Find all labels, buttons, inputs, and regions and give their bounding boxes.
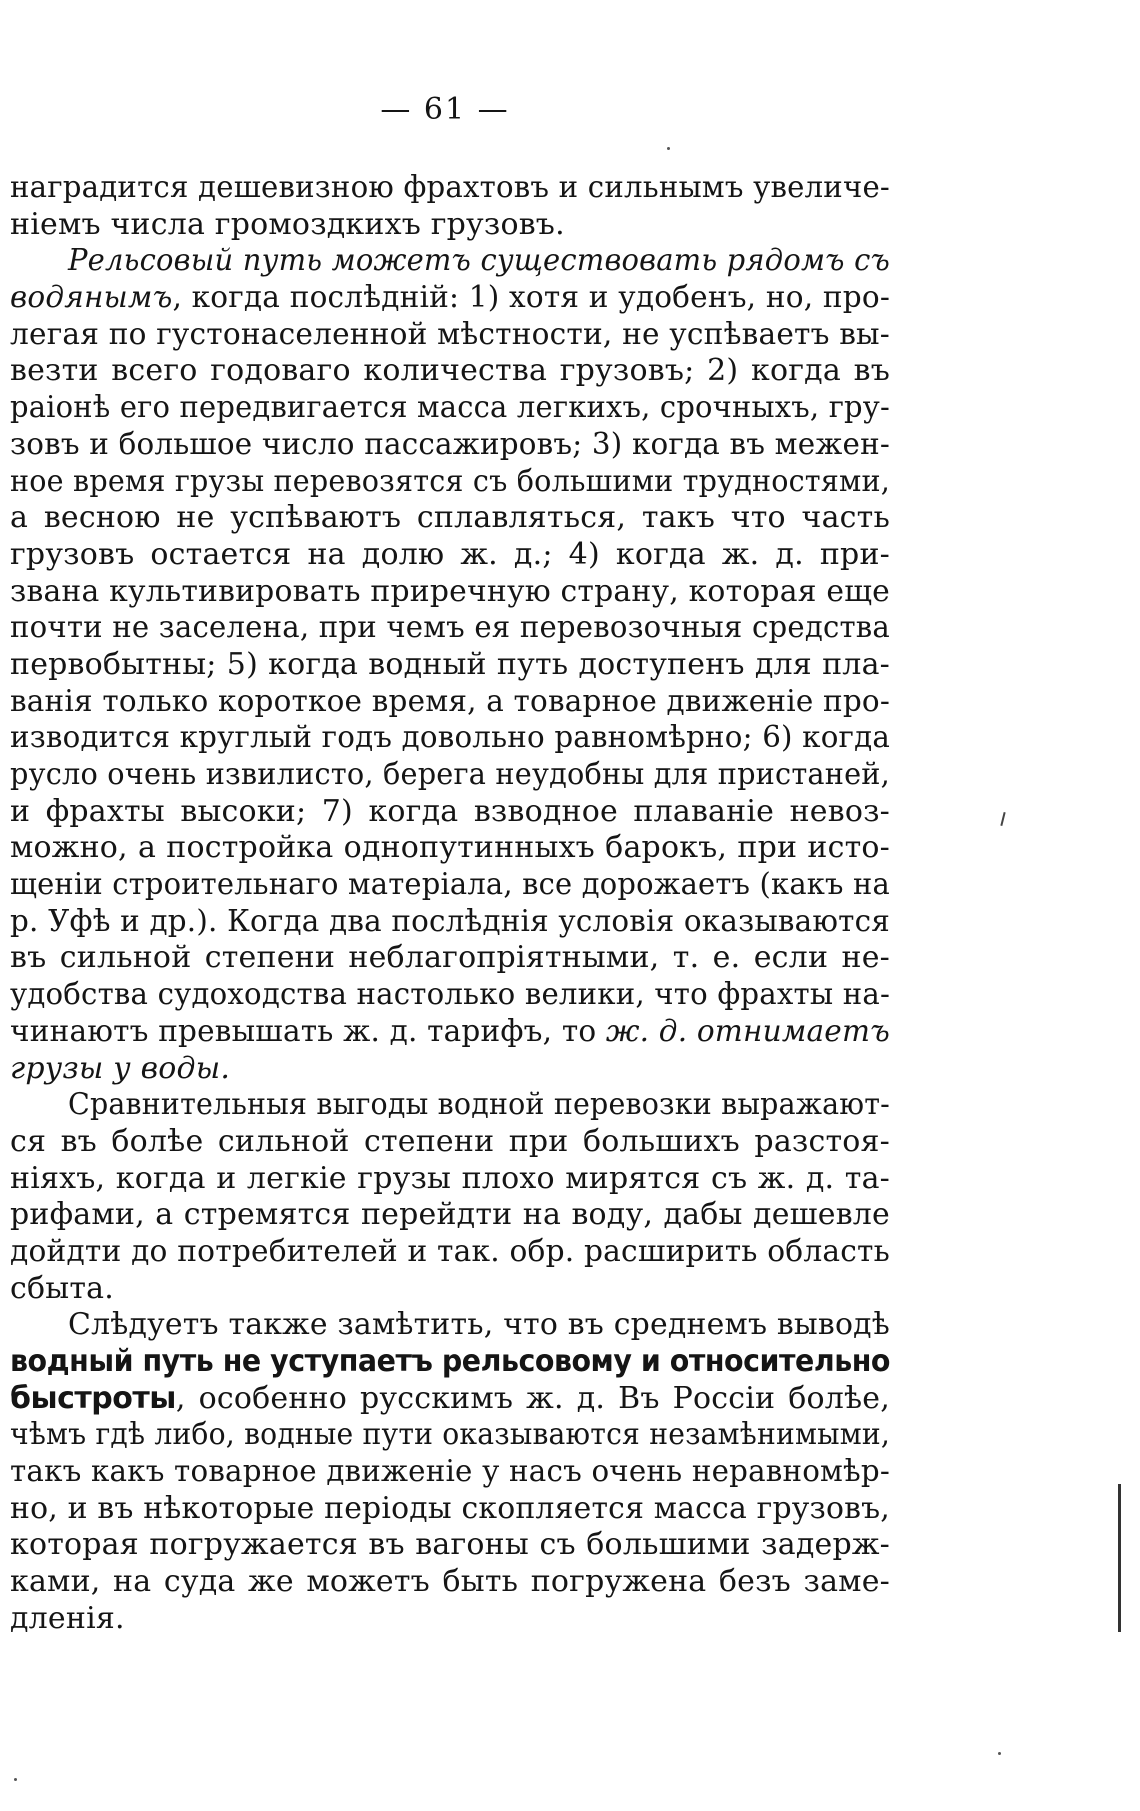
text-line	[10, 1087, 890, 1124]
page-number: — 61 —	[380, 92, 510, 127]
text-line	[10, 1381, 890, 1418]
text-run: ніемъ числа громоздкихъ грузовъ.	[10, 206, 565, 242]
text-run: которая погружается въ вагоны съ большими задерж-	[10, 1527, 890, 1563]
margin-rule	[1118, 1484, 1121, 1632]
bold-text-run: водный путь не уступаетъ рельсовому и относительно	[10, 1344, 890, 1379]
text-run: удобства судоходства настолько велики, что фрахты на-	[10, 977, 890, 1013]
text-line	[10, 427, 890, 464]
text-line	[10, 1564, 890, 1601]
text-run: Слѣдуетъ также замѣтить, что въ среднемъ выводѣ	[68, 1307, 890, 1343]
italic-text-run: грузы у воды.	[10, 1050, 231, 1086]
text-run: первобытны; 5) когда водный путь доступенъ для пла-	[10, 646, 890, 682]
text-line	[10, 1417, 890, 1454]
text-run: легая по густонаселенной мѣстности, не успѣваетъ вы-	[10, 316, 890, 352]
text-run: но, и въ нѣкоторые періоды скопляется масса грузовъ,	[10, 1490, 890, 1526]
text-line	[10, 757, 890, 794]
text-run: Сравнительныя выгоды водной перевозки выражают-	[68, 1087, 890, 1123]
text-line	[10, 353, 890, 390]
text-line	[10, 977, 890, 1014]
text-run: р. Уфѣ и др.). Когда два послѣднія условія оказываются	[10, 903, 890, 939]
body-text	[10, 170, 890, 1638]
italic-text-run: ж. д. отнимаетъ	[605, 1013, 890, 1049]
text-run: ніяхъ, когда и легкіе грузы плохо мирятся съ ж. д. та-	[10, 1160, 890, 1196]
margin-mark	[1000, 812, 1005, 826]
text-run: рифами, а стремятся перейдти на воду, дабы дешевле	[10, 1197, 890, 1233]
text-run: , особенно русскимъ ж. д. Въ Россіи болѣе,	[175, 1380, 890, 1416]
text-run: , когда послѣдній: 1) хотя и удобенъ, но, про-	[172, 280, 890, 316]
text-run: сбыта.	[10, 1270, 114, 1306]
text-line	[10, 1124, 890, 1161]
text-line	[10, 243, 890, 280]
text-line	[10, 317, 890, 354]
text-run: звана культивировать приречную страну, которая еще	[10, 573, 890, 609]
text-run: почти не заселена, при чемъ ея перевозочныя средства	[10, 610, 890, 646]
text-line	[10, 1014, 890, 1051]
paper-speck	[998, 1752, 1001, 1755]
bold-text-run: быстроты	[10, 1380, 176, 1416]
text-line	[10, 1601, 890, 1638]
text-line	[10, 647, 890, 684]
text-run: чѣмъ гдѣ либо, водные пути оказываются незамѣнимыми,	[10, 1417, 890, 1453]
text-line	[10, 720, 890, 757]
italic-text-run: водянымъ	[10, 280, 173, 316]
text-line	[10, 574, 890, 611]
text-line	[10, 500, 890, 537]
text-run: ся въ болѣе сильной степени при большихъ разстоя-	[10, 1123, 890, 1159]
text-line	[10, 904, 890, 941]
paper-speck	[667, 147, 670, 150]
text-line	[10, 1161, 890, 1198]
text-line	[10, 794, 890, 831]
text-run: изводится круглый годъ довольно равномѣрно; 6) когда	[10, 720, 890, 756]
text-run: ное время грузы перевозятся съ большими трудностями,	[10, 463, 890, 499]
text-run: раіонѣ его передвигается масса легкихъ, срочныхъ, гру-	[10, 390, 890, 426]
text-line	[10, 1197, 890, 1234]
text-line	[10, 830, 890, 867]
text-line	[10, 1234, 890, 1271]
text-run: ками, на суда же можетъ быть погружена безъ заме-	[10, 1564, 890, 1600]
text-line	[10, 1271, 890, 1308]
text-line	[10, 390, 890, 427]
text-run: везти всего годоваго количества грузовъ; 2) когда въ	[10, 353, 890, 389]
text-line	[10, 610, 890, 647]
text-line	[10, 1527, 890, 1564]
text-line	[10, 940, 890, 977]
text-line	[10, 537, 890, 574]
text-line	[10, 867, 890, 904]
text-line	[10, 1344, 890, 1381]
text-line	[10, 280, 890, 317]
text-run: въ сильной степени неблагопріятными, т. е. если не-	[10, 940, 890, 976]
text-line	[10, 1307, 890, 1344]
text-run: а весною не успѣваютъ сплавляться, такъ что часть	[10, 500, 890, 536]
text-run: щеніи строительнаго матеріала, все дорожаетъ (какъ на	[10, 867, 890, 903]
text-line	[10, 207, 890, 244]
text-run: русло очень извилисто, берега неудобны для пристаней,	[10, 757, 890, 792]
text-run: чинаютъ превышать ж. д. тарифъ, то	[10, 1013, 606, 1049]
text-run: грузовъ остается на долю ж. д.; 4) когда ж. д. при-	[10, 536, 890, 572]
text-line	[10, 1454, 890, 1491]
text-line	[10, 1491, 890, 1528]
text-run: дленія.	[10, 1600, 125, 1636]
text-run: можно, а постройка однопутинныхъ барокъ, при исто-	[10, 830, 890, 866]
text-run: дойдти до потребителей и так. обр. расширить область	[10, 1233, 890, 1269]
text-run: ванія только короткое время, а товарное движеніе про-	[10, 683, 890, 719]
text-run: такъ какъ товарное движеніе у насъ очень неравномѣр-	[10, 1454, 890, 1490]
text-line	[10, 464, 890, 501]
paper-speck	[14, 1778, 17, 1781]
text-run: наградится дешевизною фрахтовъ и сильнымъ увеличе-	[10, 170, 890, 205]
text-run: и фрахты высоки; 7) когда взводное плаваніе невоз-	[10, 793, 890, 829]
italic-text-run: Рельсовый путь можетъ существовать рядомъ съ	[68, 243, 890, 279]
text-line	[10, 684, 890, 721]
text-run: зовъ и большое число пассажировъ; 3) когда въ межен-	[10, 426, 890, 462]
text-line	[10, 170, 890, 207]
text-line	[10, 1051, 890, 1088]
